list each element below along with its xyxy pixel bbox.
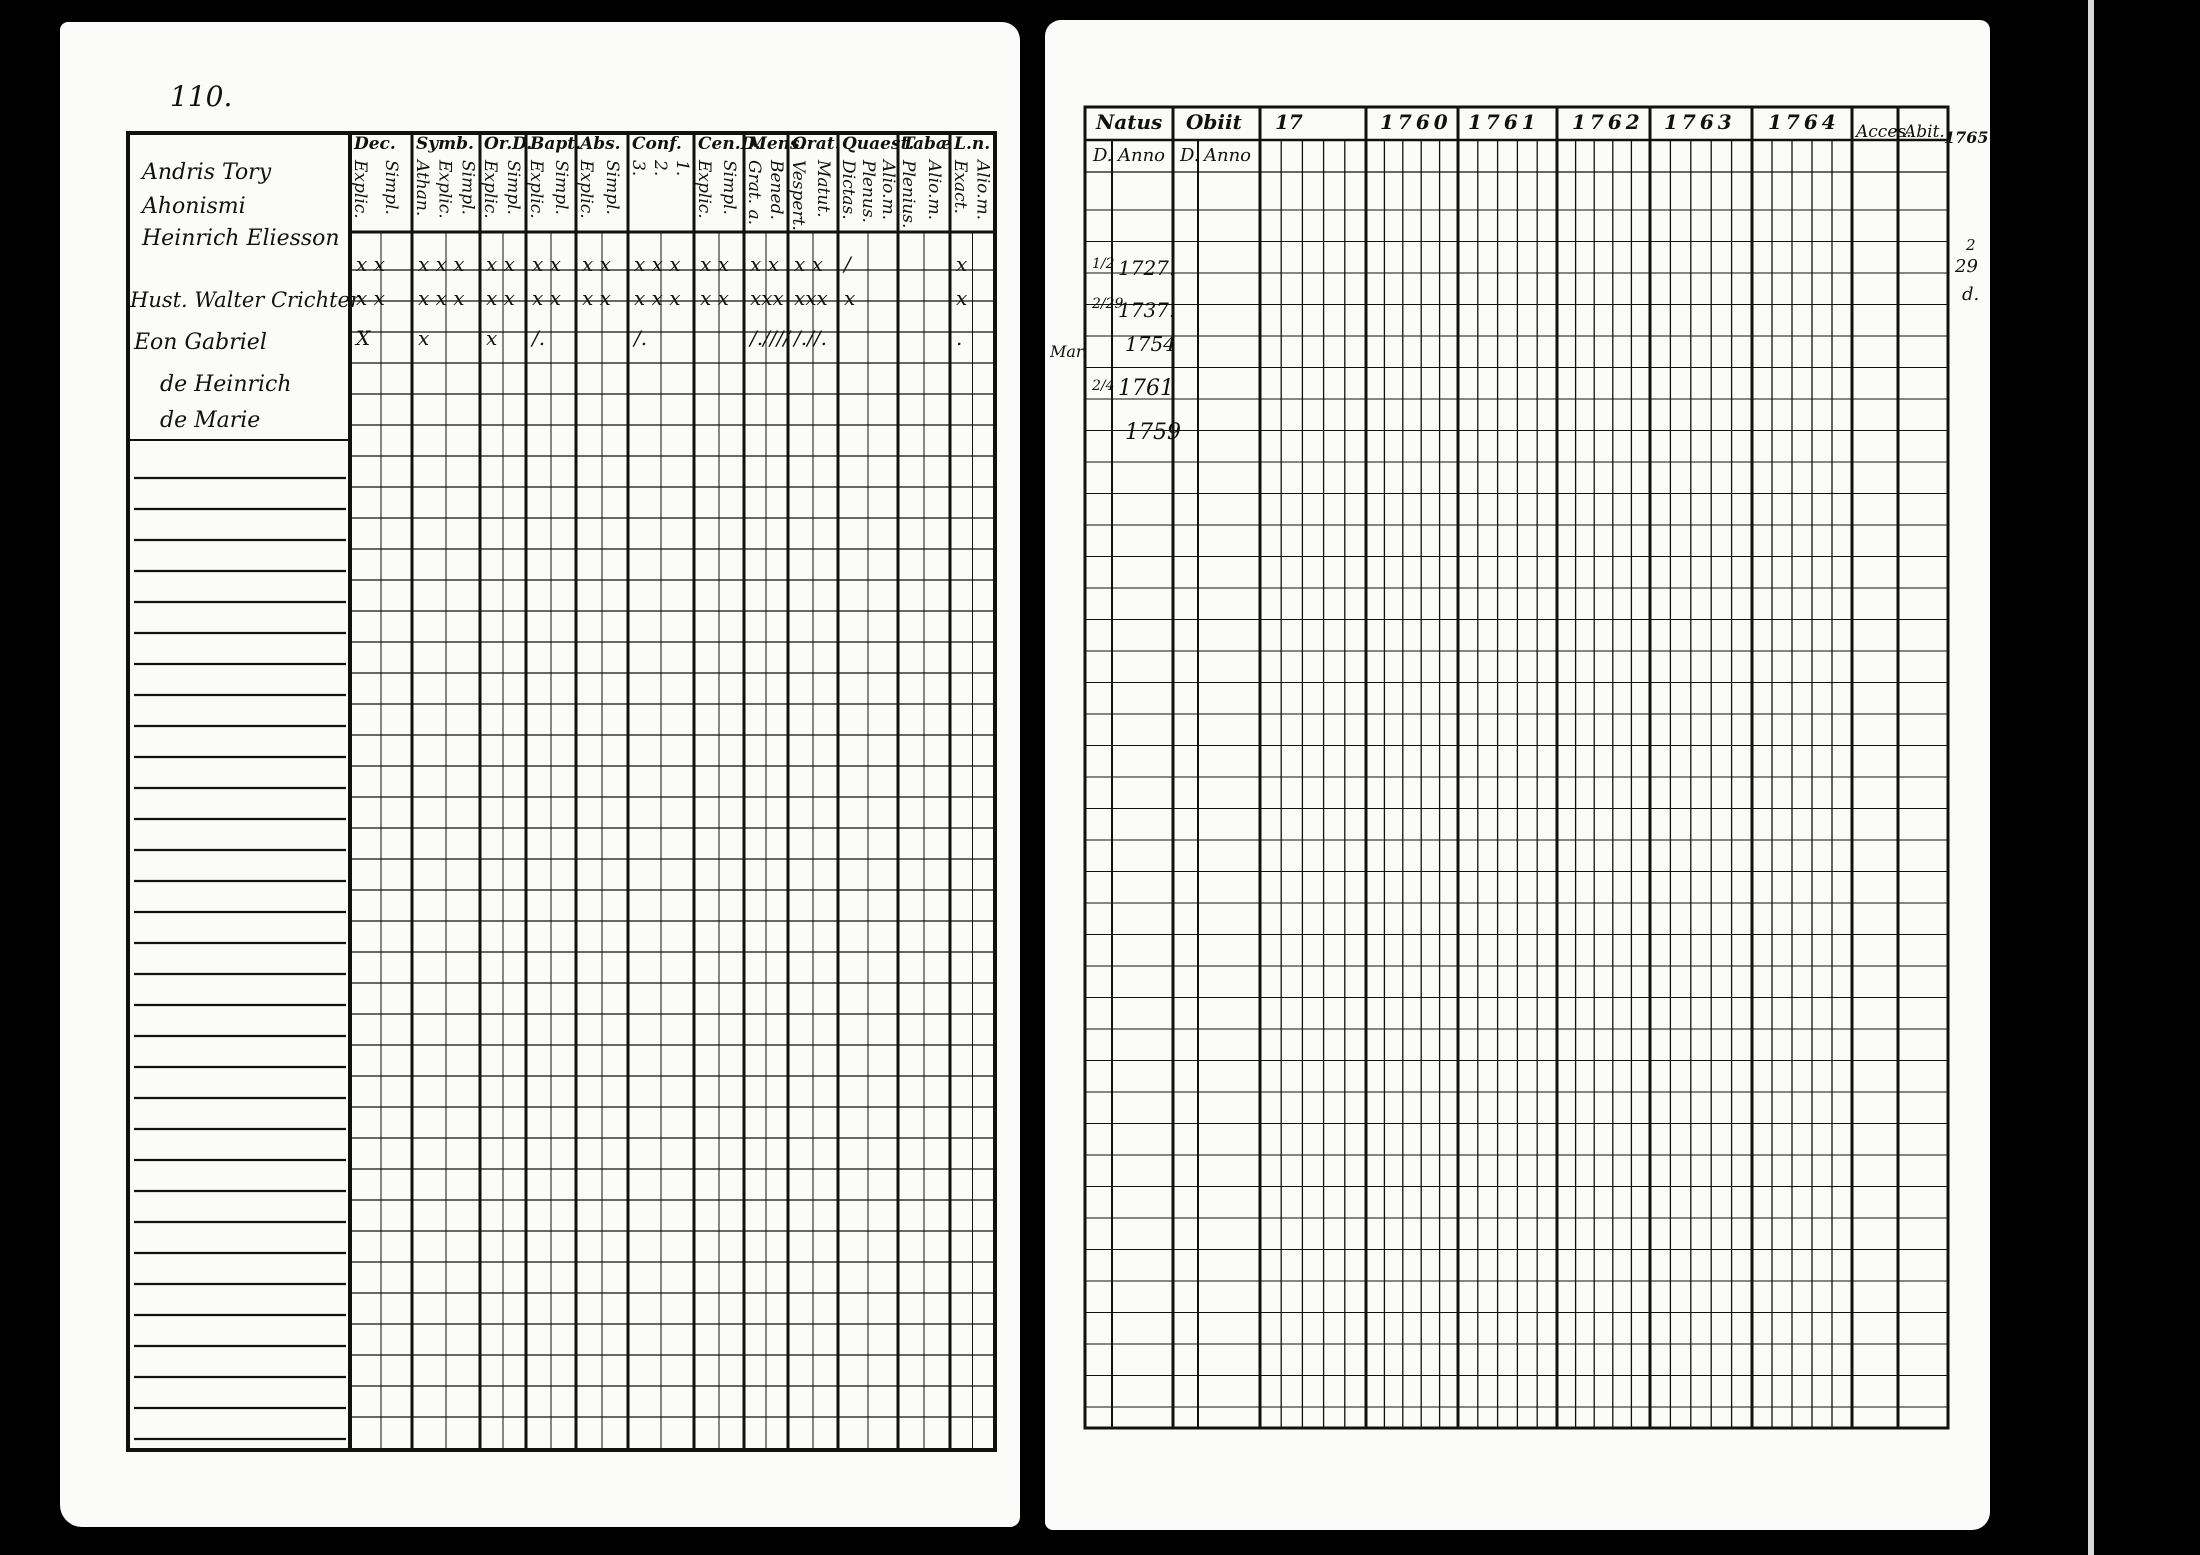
column-subheader: 1. xyxy=(672,160,692,177)
column-header: Tabæ xyxy=(902,134,952,154)
tally-mark: . xyxy=(956,326,963,350)
column-subheader: Alio.m. xyxy=(878,160,898,221)
column-subheader: Vespert. xyxy=(788,160,808,231)
column-header: L.n. xyxy=(954,134,991,154)
obiit-header: Obiit xyxy=(1186,110,1242,134)
column-subheader: Simpl. xyxy=(719,160,739,215)
column-header: Cen.D. xyxy=(698,134,761,154)
column-subheader: Bened. xyxy=(766,160,786,220)
birth-year: 1759 xyxy=(1125,420,1181,445)
column-subheader: 2. xyxy=(650,160,670,177)
abit-header: Abit. xyxy=(1904,122,1945,142)
column-subheader: Simpl. xyxy=(381,160,401,215)
name-entry: Ahonismi xyxy=(142,194,246,219)
tally-mark: xxx xyxy=(750,286,784,310)
name-entry: Eon Gabriel xyxy=(134,330,267,355)
column-subheader: Explic. xyxy=(526,160,546,219)
name-entry: Hust. Walter Crichter xyxy=(130,288,360,312)
column-header: Dec. xyxy=(354,134,396,154)
tally-mark: /.//. xyxy=(794,326,827,350)
column-subheader: Explic. xyxy=(434,160,455,219)
year-header: 17 xyxy=(1275,110,1303,134)
year-header: 1762 xyxy=(1572,110,1644,134)
column-subheader: Explic. xyxy=(576,160,596,219)
column-subheader: Dictas. xyxy=(838,160,858,220)
year-header: 1764 xyxy=(1768,110,1840,134)
tally-mark: xxx xyxy=(794,286,828,310)
column-subheader: Plenius. xyxy=(898,160,918,229)
margin-note: d. xyxy=(1962,284,1980,305)
side-note: Mar. xyxy=(1050,342,1087,361)
tally-mark: X xyxy=(356,326,371,350)
column-subheader: Simpl. xyxy=(551,160,571,215)
column-header: Conf. xyxy=(632,134,682,154)
column-subheader: Explic. xyxy=(694,160,714,219)
tally-mark: x x xyxy=(532,252,561,276)
obiit-day-label: D. xyxy=(1180,145,1200,166)
tally-mark: x x xyxy=(794,252,823,276)
tally-mark: x x x xyxy=(634,286,681,310)
natus-anno-label: Anno xyxy=(1118,145,1166,166)
right-table-border xyxy=(1085,107,1948,1428)
tally-mark: /.//// xyxy=(750,326,791,350)
column-header: Symb. xyxy=(416,134,474,154)
tally-mark: x x xyxy=(356,252,385,276)
name-entry: Heinrich Eliesson xyxy=(142,226,340,251)
page-number: 110. xyxy=(170,80,233,113)
tally-mark: x x x xyxy=(418,286,465,310)
birth-day: 1/2 xyxy=(1092,256,1115,272)
column-subheader: Simpl. xyxy=(457,160,478,215)
tally-mark: x x xyxy=(486,286,515,310)
tally-mark: /. xyxy=(634,326,648,350)
margin-note: 29 xyxy=(1955,256,1978,277)
birth-day: 2/29 xyxy=(1092,296,1124,312)
tally-mark: x xyxy=(418,326,430,350)
tally-mark: x x xyxy=(486,252,515,276)
column-header: Abs. xyxy=(580,134,621,154)
column-subheader: Simpl. xyxy=(503,160,523,215)
column-subheader: Grat. a. xyxy=(744,160,764,226)
tally-mark: x x xyxy=(532,286,561,310)
acces-header: Acces. xyxy=(1856,122,1912,142)
tally-mark: x x xyxy=(582,252,611,276)
tally-mark: x x xyxy=(700,286,729,310)
birth-year: 1761 xyxy=(1118,376,1174,401)
tally-mark: x xyxy=(486,326,498,350)
year-header: 1760 xyxy=(1380,110,1452,134)
obiit-anno-label: Anno xyxy=(1204,145,1252,166)
column-subheader: Explic. xyxy=(480,160,500,219)
tally-mark: /. xyxy=(532,326,546,350)
column-subheader: Alio.m. xyxy=(924,160,944,221)
margin-year: 1765 xyxy=(1944,128,1989,147)
birth-day: 2/4 xyxy=(1092,378,1115,394)
column-subheader: Plenus. xyxy=(858,160,878,223)
tally-mark: / xyxy=(844,252,851,276)
column-subheader: Exact. xyxy=(950,160,970,214)
column-header: Or.D. xyxy=(484,134,533,154)
natus-day-label: D. xyxy=(1093,145,1113,166)
birth-year: 1754 xyxy=(1125,332,1176,356)
tally-mark: x xyxy=(956,286,968,310)
name-entry: de Heinrich xyxy=(160,372,292,397)
tally-mark: x x xyxy=(700,252,729,276)
column-subheader: Matut. xyxy=(813,160,833,218)
tally-mark: x x xyxy=(582,286,611,310)
column-subheader: Simpl. xyxy=(602,160,622,215)
margin-note: 2 xyxy=(1966,236,1976,254)
tally-mark: x x x xyxy=(634,252,681,276)
year-header: 1763 xyxy=(1664,110,1736,134)
column-subheader: Alio.m. xyxy=(972,160,993,221)
year-header: 1761 xyxy=(1468,110,1540,134)
column-header: Orat. xyxy=(792,134,841,154)
tally-mark: x x x xyxy=(418,252,465,276)
column-header: Mens. xyxy=(748,134,806,154)
tally-mark: x x xyxy=(750,252,779,276)
name-entry: de Marie xyxy=(160,408,261,433)
name-entry: Andris Tory xyxy=(142,160,272,185)
column-subheader: Explic. xyxy=(350,160,370,219)
column-header: Bapt. xyxy=(530,134,582,154)
tally-mark: x xyxy=(956,252,968,276)
birth-year: 1727. xyxy=(1118,256,1176,280)
natus-header: Natus xyxy=(1096,110,1163,134)
tally-mark: x x xyxy=(356,286,385,310)
tally-mark: x xyxy=(844,286,856,310)
column-subheader: 3. xyxy=(628,160,648,177)
birth-year: 1737. xyxy=(1118,298,1176,322)
column-header: Quaest. xyxy=(842,134,915,154)
column-subheader: Athan. xyxy=(412,160,432,217)
